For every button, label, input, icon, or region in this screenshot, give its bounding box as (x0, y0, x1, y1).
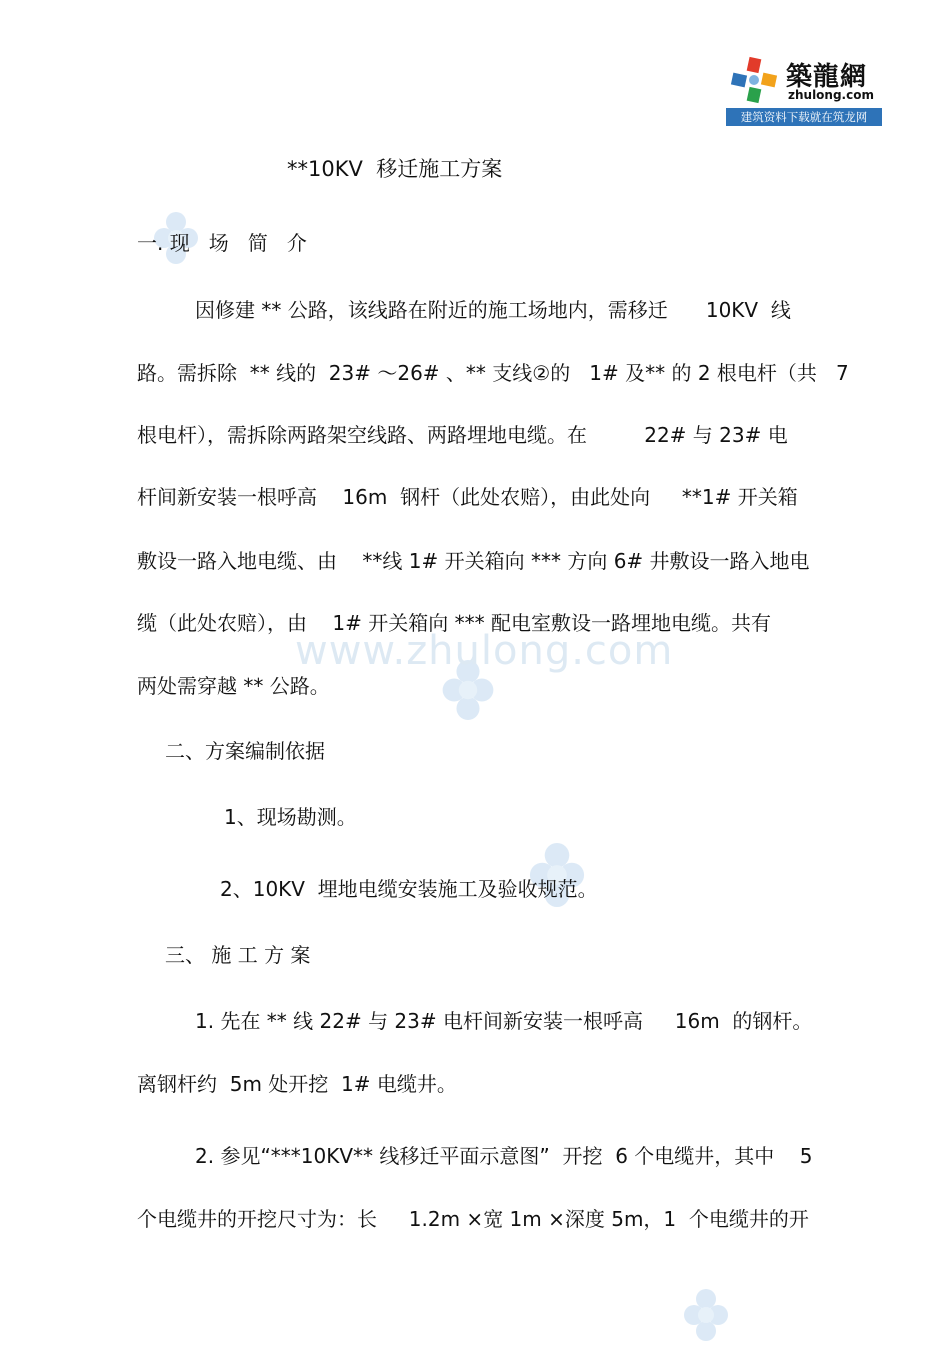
paragraph-line: 2. 参见“***10KV** 线移迁平面示意图” 开挖 6 个电缆井，其中 5 (195, 1144, 813, 1168)
paragraph-line: 缆（此处农赔），由 1# 开关箱向 *** 配电室敷设一路埋地电缆。共有 (137, 611, 771, 635)
paragraph-line: 敷设一路入地电缆、由 **线 1# 开关箱向 *** 方向 6# 井敷设一路入地电 (137, 549, 810, 573)
paragraph-line: 个电缆井的开挖尺寸为：长 1.2m ×宽 1m ×深度 5m，1 个电缆井的开 (137, 1207, 809, 1231)
paragraph-line: 杆间新安装一根呼高 16m 钢杆（此处农赔），由此处向 **1# 开关箱 (137, 485, 798, 509)
logo-name: 築龍網 (786, 62, 868, 92)
pinwheel-logo-icon (726, 56, 782, 106)
paragraph-line: 1. 先在 ** 线 22# 与 23# 电杆间新安装一根呼高 16m 的钢杆。 (195, 1009, 813, 1033)
zhulong-logo (726, 52, 882, 126)
paragraph-line: 离钢杆约 5m 处开挖 1# 电缆井。 (137, 1072, 457, 1096)
logo-domain: zhulong.com (788, 88, 874, 102)
logo-slogan: 建筑资料下载就在筑龙网 (726, 108, 882, 126)
watermark-text: www.zhulong.com (295, 628, 674, 674)
paragraph-line: 路。需拆除 ** 线的 23# ～26# 、** 支线②的 1# 及** 的 2 根电杆（共 7 (137, 361, 849, 385)
paragraph-line: 根电杆），需拆除两路架空线路、两路埋地电缆。在 22# 与 23# 电 (137, 423, 788, 447)
paragraph-line: 因修建 ** 公路，该线路在附近的施工场地内，需移迁 10KV 线 (195, 298, 791, 322)
watermark-flower-icon (680, 1285, 732, 1345)
document-title: **10KV 移迁施工方案 (287, 157, 503, 181)
list-item: 1、现场勘测。 (224, 805, 357, 829)
list-item: 2、10KV 埋地电缆安装施工及验收规范。 (220, 877, 598, 901)
section-3-heading: 三、 施 工 方 案 (165, 943, 311, 967)
paragraph-line: 两处需穿越 ** 公路。 (137, 674, 330, 698)
section-2-heading: 二、方案编制依据 (165, 739, 325, 763)
section-1-heading: 一. 现 场 简 介 (137, 231, 307, 255)
